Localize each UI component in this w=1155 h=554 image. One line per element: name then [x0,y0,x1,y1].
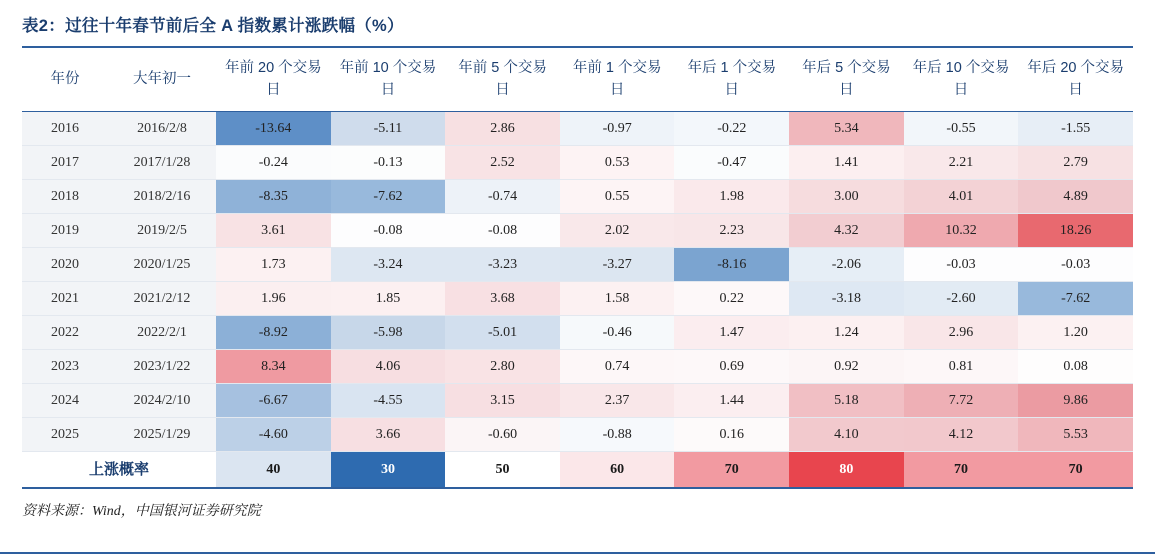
cell-return-value: -3.18 [789,281,904,315]
cell-return-value: -4.55 [331,383,446,417]
page-title: 表2：过往十年春节前后全 A 指数累计涨跌幅（%） [22,17,404,35]
cell-return-value: -0.13 [331,145,446,179]
cell-return-value: -3.24 [331,247,446,281]
col-header-year: 年份 [22,47,108,111]
col-header-post-20: 年后 20 个交易日 [1018,47,1133,111]
cell-return-value: -0.46 [560,315,675,349]
cell-year: 2021 [22,281,108,315]
footer-probability-value: 70 [674,451,789,488]
source-note: 资料来源：Wind，中国银河证券研究院 [22,503,261,519]
cell-return-value: 5.18 [789,383,904,417]
cell-return-value: 3.00 [789,179,904,213]
cell-return-value: 1.85 [331,281,446,315]
cell-return-value: 3.61 [216,213,331,247]
cell-return-value: 4.10 [789,417,904,451]
cell-lunar-new-year-date: 2023/1/22 [108,349,216,383]
cell-return-value: -3.27 [560,247,675,281]
cell-lunar-new-year-date: 2020/1/25 [108,247,216,281]
cell-return-value: 2.02 [560,213,675,247]
cell-return-value: 0.53 [560,145,675,179]
cell-return-value: -0.97 [560,111,675,145]
cell-return-value: -0.74 [445,179,560,213]
cell-return-value: 5.53 [1018,417,1133,451]
cell-return-value: 0.08 [1018,349,1133,383]
cell-return-value: 0.69 [674,349,789,383]
cell-return-value: 1.73 [216,247,331,281]
col-header-pre-5: 年前 5 个交易日 [445,47,560,111]
table-row [22,315,1133,349]
cell-return-value: -8.16 [674,247,789,281]
cell-return-value: 3.68 [445,281,560,315]
table-footer-row [22,451,1133,488]
cell-return-value: -0.55 [904,111,1019,145]
cell-return-value: 4.06 [331,349,446,383]
cell-return-value: 1.98 [674,179,789,213]
col-header-pre-10: 年前 10 个交易日 [331,47,446,111]
table-row [22,145,1133,179]
cell-return-value: -8.92 [216,315,331,349]
cell-return-value: 1.44 [674,383,789,417]
cell-return-value: -0.60 [445,417,560,451]
col-header-post-1: 年后 1 个交易日 [674,47,789,111]
cell-return-value: -5.01 [445,315,560,349]
cell-return-value: -0.03 [1018,247,1133,281]
cell-return-value: -4.60 [216,417,331,451]
cell-lunar-new-year-date: 2018/2/16 [108,179,216,213]
cell-lunar-new-year-date: 2019/2/5 [108,213,216,247]
footer-probability-value: 70 [904,451,1019,488]
footer-probability-value: 60 [560,451,675,488]
cell-year: 2016 [22,111,108,145]
cell-return-value: 1.41 [789,145,904,179]
table-row [22,417,1133,451]
table-row [22,281,1133,315]
cell-return-value: 4.12 [904,417,1019,451]
cell-lunar-new-year-date: 2025/1/29 [108,417,216,451]
cell-return-value: -0.24 [216,145,331,179]
cell-return-value: -7.62 [331,179,446,213]
cell-return-value: -5.98 [331,315,446,349]
cell-year: 2017 [22,145,108,179]
footer-probability-value: 50 [445,451,560,488]
cell-year: 2020 [22,247,108,281]
cell-return-value: 2.80 [445,349,560,383]
footer-probability-value: 40 [216,451,331,488]
performance-table [22,46,1133,489]
table-row [22,179,1133,213]
cell-return-value: 1.20 [1018,315,1133,349]
cell-year: 2024 [22,383,108,417]
cell-return-value: 2.86 [445,111,560,145]
cell-return-value: 4.89 [1018,179,1133,213]
cell-return-value: 0.92 [789,349,904,383]
cell-year: 2025 [22,417,108,451]
footer-probability-value: 70 [1018,451,1133,488]
col-header-lunar-new-year: 大年初一 [108,47,216,111]
table-row [22,383,1133,417]
cell-return-value: 9.86 [1018,383,1133,417]
table-header [22,47,1133,111]
footer-label-up-probability: 上涨概率 [22,451,216,488]
col-header-post-5: 年后 5 个交易日 [789,47,904,111]
footer-probability-value: 30 [331,451,446,488]
cell-return-value: 2.23 [674,213,789,247]
cell-return-value: -8.35 [216,179,331,213]
cell-return-value: -7.62 [1018,281,1133,315]
cell-return-value: -0.88 [560,417,675,451]
cell-return-value: 2.37 [560,383,675,417]
cell-return-value: 1.58 [560,281,675,315]
cell-return-value: 1.24 [789,315,904,349]
cell-return-value: 10.32 [904,213,1019,247]
cell-return-value: 8.34 [216,349,331,383]
cell-lunar-new-year-date: 2016/2/8 [108,111,216,145]
cell-return-value: -2.06 [789,247,904,281]
cell-return-value: -0.08 [331,213,446,247]
cell-return-value: 18.26 [1018,213,1133,247]
cell-return-value: 2.52 [445,145,560,179]
cell-return-value: 0.74 [560,349,675,383]
cell-return-value: 1.47 [674,315,789,349]
cell-return-value: 3.66 [331,417,446,451]
cell-year: 2018 [22,179,108,213]
cell-lunar-new-year-date: 2017/1/28 [108,145,216,179]
col-header-pre-1: 年前 1 个交易日 [560,47,675,111]
cell-return-value: 0.81 [904,349,1019,383]
cell-return-value: 0.22 [674,281,789,315]
cell-lunar-new-year-date: 2022/2/1 [108,315,216,349]
cell-return-value: -3.23 [445,247,560,281]
cell-return-value: 5.34 [789,111,904,145]
cell-return-value: -6.67 [216,383,331,417]
footer-probability-value: 80 [789,451,904,488]
header-row [22,47,1133,111]
cell-year: 2022 [22,315,108,349]
table-row [22,247,1133,281]
cell-return-value: 4.32 [789,213,904,247]
cell-return-value: -0.22 [674,111,789,145]
table-body [22,111,1133,488]
cell-return-value: 0.55 [560,179,675,213]
cell-return-value: 2.21 [904,145,1019,179]
cell-year: 2019 [22,213,108,247]
cell-lunar-new-year-date: 2021/2/12 [108,281,216,315]
cell-return-value: 7.72 [904,383,1019,417]
cell-return-value: 3.15 [445,383,560,417]
cell-return-value: -1.55 [1018,111,1133,145]
table-row [22,111,1133,145]
cell-return-value: 2.96 [904,315,1019,349]
cell-return-value: 0.16 [674,417,789,451]
cell-return-value: -13.64 [216,111,331,145]
cell-year: 2023 [22,349,108,383]
cell-return-value: 1.96 [216,281,331,315]
cell-return-value: -2.60 [904,281,1019,315]
cell-return-value: 4.01 [904,179,1019,213]
cell-lunar-new-year-date: 2024/2/10 [108,383,216,417]
col-header-post-10: 年后 10 个交易日 [904,47,1019,111]
table-row [22,349,1133,383]
cell-return-value: -0.03 [904,247,1019,281]
cell-return-value: -0.47 [674,145,789,179]
cell-return-value: -5.11 [331,111,446,145]
table-row [22,213,1133,247]
cell-return-value: -0.08 [445,213,560,247]
col-header-pre-20: 年前 20 个交易日 [216,47,331,111]
cell-return-value: 2.79 [1018,145,1133,179]
